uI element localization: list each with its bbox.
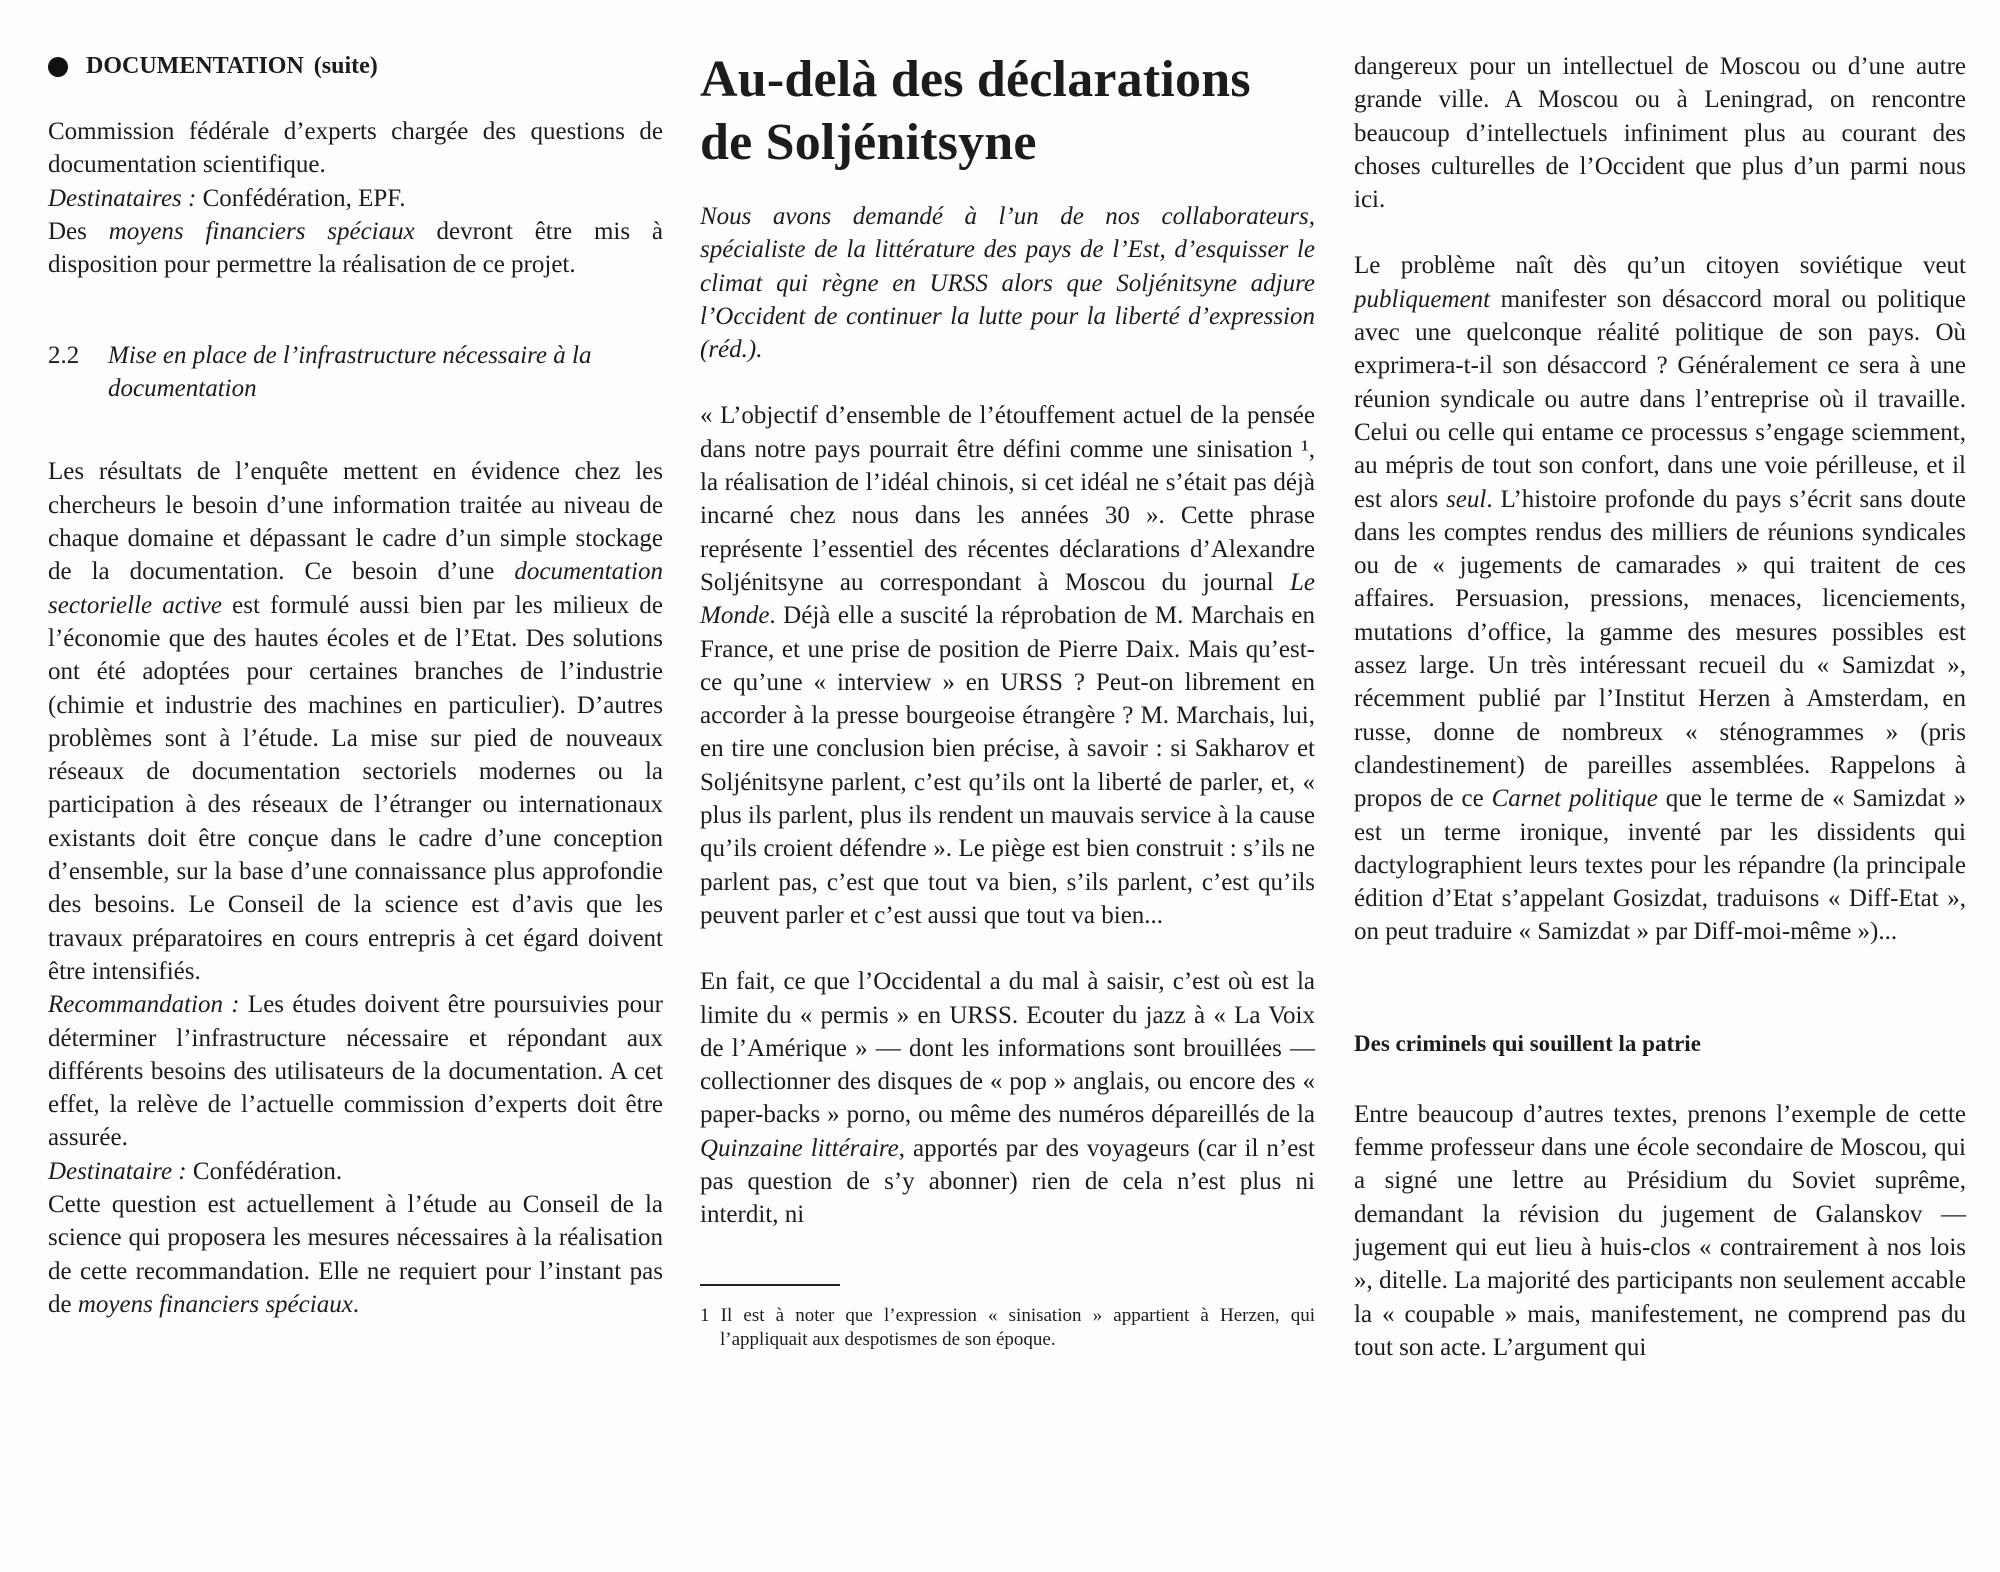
emphasis: seul	[1446, 485, 1487, 513]
heading-suffix: (suite)	[313, 53, 378, 79]
column-article-continued	[1354, 50, 1966, 1364]
label-recommandation: Recommandation :	[48, 991, 240, 1019]
paragraph-text: . L’histoire profonde du pays s’écrit sans doute dans les comptes rendus des milliers de réunions syndicales ou de « jugements de camarades » qui traitent de ces affaires. Persuasion, pressions, menaces, licenciements, mutations d’office, la gamme des mesures possibles est assez large. Un très intéressant recueil du « Samizdat », récemment publié par l’Institut Herzen à Amsterdam, en russe, donne de nombreux « sténogrammes » (pris clandestinement) de pareilles assemblées. Rappelons à propos de ce	[1354, 485, 1966, 813]
emphasis: moyens financiers spéciaux	[77, 1290, 353, 1318]
paragraph-text: est formulé aussi bien par les milieux de l’économie que des hautes écoles et de l’Etat. Des solutions ont été adoptées pour certaines branches de l’industrie (chimie et industrie des machines en particulier). D’autres problèmes sont à l’étude. La mise sur pied de nouveaux réseaux de documentation sectoriels modernes ou la participation à des réseaux de l’étranger ou internationaux existants doit être conçue dans le cadre d’une conception d’ensemble, sur la base d’une connaissance plus approfondie des besoins. Le Conseil de la science est d’avis que les travaux préparatoires en cours entrepris à cet égard doivent être intensifiés.	[48, 591, 663, 985]
emphasis: publiquement	[1354, 285, 1491, 313]
label-destinataires: Destinataires :	[48, 184, 197, 212]
paragraph	[48, 455, 663, 1321]
bullet-icon	[48, 57, 68, 77]
value-destinataires: Confédération, EPF.	[196, 184, 406, 212]
article-subheading: Des criminels qui souillent la patrie	[1354, 1030, 1701, 1056]
value-destinataire: Confédération.	[186, 1157, 343, 1185]
subsection-title: Mise en place de l’infrastructure nécessaire à la documentation	[108, 342, 592, 403]
emphasis: Quinzaine littéraire	[700, 1134, 899, 1162]
footnote-divider	[700, 1284, 840, 1286]
label-destinataire: Destinataire :	[48, 1157, 187, 1185]
paragraph: dangereux pour un intellectuel de Moscou ou d’une autre grande ville. A Moscou ou à Leningrad, on rencontre beaucoup d’intellectuels infiniment plus au courant des choses culturelles de l’Occident que plus d’un parmi nous ici.	[1354, 53, 1966, 214]
column-article	[700, 50, 1315, 1352]
paragraph-text: manifester son désaccord moral ou politique avec une quelconque réalité politique de son pays. Où exprimera-t-il son désaccord ? Généralement ce sera à une réunion syndicale ou autre dans l’entreprise où il travaille. Celui ou celle qui entame ce processus s’engage sciemment, au mépris de tout son confort, dans une voie périlleuse, et il est alors	[1354, 285, 1966, 513]
paragraph-text: Commission fédérale d’experts chargée des questions de documentation scientifique.	[48, 118, 663, 179]
paragraph-text: Des	[48, 217, 109, 245]
paragraph	[1354, 249, 1966, 948]
subsection-number: 2.2	[48, 342, 80, 370]
emphasis: moyens financiers spéciaux	[108, 217, 415, 245]
paragraph-text: Les études doivent être poursuivies pour déterminer l’infrastructure nécessaire et répondant aux différents besoins des utilisateurs de la documentation. A cet effet, la relève de l’actuelle commission d’experts doit être assurée.	[48, 991, 663, 1152]
paragraph-text: devront être mis à disposition pour permettre la réalisation de ce projet.	[48, 217, 663, 279]
paragraph: Entre beaucoup d’autres textes, prenons l’exemple de cette femme professeur dans une école secondaire de Moscou, qui a signé une lettre au Présidium du Soviet suprême, demandant la révision du jugement de Galanskov — jugement qui eut lieu à huis-clos « contrairement à nos lois », ditelle. La majorité des participants non seulement accable la « coupable » mais, manifestement, ne comprend pas du tout son acte. L’argument qui	[1354, 1100, 1966, 1361]
emphasis: Le Monde	[700, 568, 1315, 630]
title-line: de Soljénitsyne	[700, 114, 1037, 171]
subsection-heading	[48, 339, 663, 405]
article-title	[700, 48, 1315, 174]
paragraph-text: Cette question est actuellement à l’étude au Conseil de la science qui proposera les mesures nécessaires à la réalisation de cette recommandation. Elle ne requiert pour l’instant pas de	[48, 1191, 663, 1318]
paragraph-text: Le problème naît dès qu’un citoyen soviétique veut	[1354, 252, 1966, 280]
paragraph	[48, 115, 663, 281]
section-heading	[48, 50, 663, 83]
paragraph-text: « L’objectif d’ensemble de l’étouffement actuel de la pensée dans notre pays pourrait être défini comme une sinisation ¹, la réalisation de l’idéal chinois, si cet idéal ne s’était pas déjà incarné chez nous dans les années 30 ». Cette phrase représente l’essentiel des récentes déclarations d’Alexandre Soljénitsyne au correspondant à Moscou du journal	[700, 402, 1315, 596]
paragraph-text: , apportés par des voyageurs (car il n’est pas question de s’y abonner) rien de cela n’est plus ni interdit, ni	[700, 1134, 1315, 1229]
paragraph-text: Les résultats de l’enquête mettent en évidence chez les chercheurs le besoin d’une information traitée au niveau de chaque domaine et dépassant le cadre d’un simple stockage de la documentation. Ce besoin d’une	[48, 458, 663, 586]
paragraph-text: . Déjà elle a suscité la réprobation de M. Marchais en France, et une prise de position de Pierre Daix. Mais qu’est-ce qu’une « interview » en URSS ? Peut-on librement en accorder à la presse bourgeoise étrangère ? M. Marchais, lui, en tire une conclusion bien précise, à savoir : si Sakharov et Soljénitsyne parlent, c’est qu’ils ont la liberté de parler, et, « plus ils parlent, plus ils rendent un mauvais service à la cause qu’ils croient défendre ». Le piège est bien construit : s’ils ne parlent pas, c’est que tout va bien, s’ils parlent, c’est qu’ils peuvent parler et c’est aussi que tout va bien...	[700, 602, 1315, 929]
footnote: 1 Il est à noter que l’expression « sinisation » appartient à Herzen, qui l’appliquait aux despotismes de son époque.	[700, 1304, 1315, 1350]
column-documentation	[48, 50, 663, 1321]
emphasis: Carnet politique	[1491, 785, 1658, 813]
heading-text: DOCUMENTATION	[86, 53, 304, 79]
paragraph	[700, 399, 1315, 932]
emphasis: documentation sectorielle active	[48, 558, 663, 619]
paragraph	[700, 965, 1315, 1231]
paragraph-text: que le terme de « Samizdat » est un terme ironique, inventé par les dissidents qui dactylographient leurs textes pour les répandre (la principale édition d’Etat s’appelant Gosizdat, traduisons « Diff-Etat », on peut traduire « Samizdat » par Diff-moi-même »)...	[1354, 785, 1966, 946]
article-intro: Nous avons demandé à l’un de nos collaborateurs, spécialiste de la littérature des pays de l’Est, d’esquisser le climat qui règne en URSS alors que Soljénitsyne adjure l’Occident de continuer la lutte pour la liberté d’expression (réd.).	[700, 203, 1315, 364]
paragraph-text: .	[352, 1290, 360, 1318]
title-line: Au-delà des déclarations	[700, 51, 1251, 108]
paragraph-text: En fait, ce que l’Occidental a du mal à saisir, c’est où est la limite du « permis » en URSS. Ecouter du jazz à « La Voix de l’Amérique » — dont les informations sont brouillées — collectionner des disques de « pop » anglais, ou encore des « paper-backs » porno, ou même des numéros dépareillés de la	[700, 968, 1315, 1129]
